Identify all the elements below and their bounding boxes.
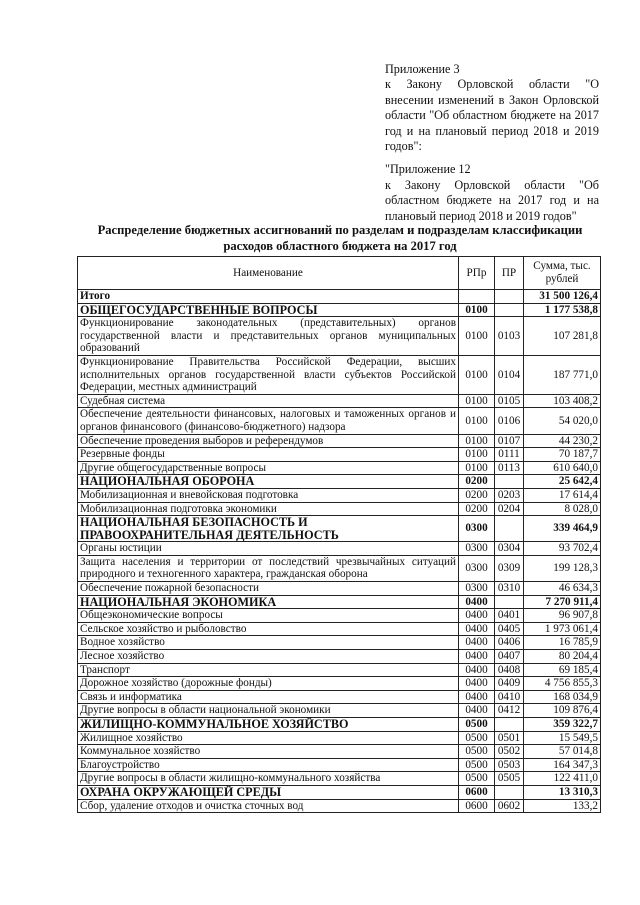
row-pr: 0407: [495, 650, 524, 664]
row-rpr: 0300: [459, 555, 495, 581]
row-pr: [495, 718, 524, 732]
row-pr: 0310: [495, 582, 524, 596]
row-name: Мобилизационная подготовка экономики: [78, 502, 459, 516]
row-name: Дорожное хозяйство (дорожные фонды): [78, 677, 459, 691]
row-rpr: 0100: [459, 408, 495, 434]
section-row: [78, 475, 601, 489]
row-name: Водное хозяйство: [78, 636, 459, 650]
table-row: [78, 704, 601, 718]
table-row: [78, 745, 601, 759]
table-row: [78, 394, 601, 408]
row-pr: 0408: [495, 663, 524, 677]
row-pr: [495, 303, 524, 317]
row-sum: 339 464,9: [524, 516, 601, 542]
section-row: [78, 303, 601, 317]
row-sum: 44 230,2: [524, 434, 601, 448]
row-sum: 70 187,7: [524, 448, 601, 462]
row-sum: 13 310,3: [524, 785, 601, 799]
section-row: [78, 785, 601, 799]
row-name: Сельское хозяйство и рыболовство: [78, 622, 459, 636]
appendix-line-1: Приложение 3: [385, 62, 460, 76]
row-pr: 0107: [495, 434, 524, 448]
row-name: Сбор, удаление отходов и очистка сточных вод: [78, 799, 459, 813]
row-sum: 109 876,4: [524, 704, 601, 718]
total-pr: [495, 290, 524, 304]
row-sum: 103 408,2: [524, 394, 601, 408]
header-sum: Сумма, тыс. рублей: [524, 257, 601, 290]
total-sum: 31 500 126,4: [524, 290, 601, 304]
row-pr: 0412: [495, 704, 524, 718]
header-pr: ПР: [495, 257, 524, 290]
row-pr: 0104: [495, 355, 524, 394]
budget-table: [77, 256, 601, 813]
total-rpr: [459, 290, 495, 304]
row-name: Функционирование законодательных (представительных) органов государственной власти и представительных органов муниципальных образований: [78, 317, 459, 356]
row-rpr: 0100: [459, 434, 495, 448]
row-pr: [495, 516, 524, 542]
row-rpr: 0100: [459, 317, 495, 356]
table-body: [78, 290, 601, 813]
row-sum: 17 614,4: [524, 488, 601, 502]
title-line-2: расходов областного бюджета на 2017 год: [223, 239, 457, 253]
header-rpr: РПр: [459, 257, 495, 290]
row-pr: 0502: [495, 745, 524, 759]
row-sum: 1 177 538,8: [524, 303, 601, 317]
row-sum: 8 028,0: [524, 502, 601, 516]
row-sum: 122 411,0: [524, 772, 601, 786]
table-row: [78, 650, 601, 664]
row-name: Защита населения и территории от последствий чрезвычайных ситуаций природного и техногенного характера, гражданская оборона: [78, 555, 459, 581]
row-name: Резервные фонды: [78, 448, 459, 462]
row-rpr: 0600: [459, 799, 495, 813]
row-rpr: 0400: [459, 650, 495, 664]
row-name: Органы юстиции: [78, 542, 459, 556]
row-rpr: 0400: [459, 677, 495, 691]
row-name: НАЦИОНАЛЬНАЯ ЭКОНОМИКА: [78, 595, 459, 609]
row-sum: 133,2: [524, 799, 601, 813]
row-pr: 0103: [495, 317, 524, 356]
row-rpr: 0400: [459, 704, 495, 718]
row-name: Судебная система: [78, 394, 459, 408]
total-row: [78, 290, 601, 304]
row-sum: 54 020,0: [524, 408, 601, 434]
row-rpr: 0400: [459, 690, 495, 704]
row-rpr: 0300: [459, 542, 495, 556]
row-rpr: 0400: [459, 609, 495, 623]
section-row: [78, 516, 601, 542]
row-rpr: 0100: [459, 461, 495, 475]
row-rpr: 0500: [459, 758, 495, 772]
appendix-line-2: к Закону Орловской области "О внесении изменений в Закон Орловской области "Об областном бюджете на 2017 год и на плановый период 2018 и 2019 годов":: [385, 77, 599, 154]
table-row: [78, 355, 601, 394]
row-sum: 96 907,8: [524, 609, 601, 623]
row-rpr: 0400: [459, 636, 495, 650]
row-name: Функционирование Правительства Российской Федерации, высших исполнительных органов государственной власти субъектов Российской Федерации, местных администраций: [78, 355, 459, 394]
section-row: [78, 595, 601, 609]
row-name: Коммунальное хозяйство: [78, 745, 459, 759]
row-rpr: 0100: [459, 355, 495, 394]
row-name: Другие общегосударственные вопросы: [78, 461, 459, 475]
table-header-row: [78, 257, 601, 290]
row-sum: 46 634,3: [524, 582, 601, 596]
row-rpr: 0100: [459, 394, 495, 408]
appendix-header: [385, 62, 599, 224]
row-sum: 69 185,4: [524, 663, 601, 677]
row-sum: 199 128,3: [524, 555, 601, 581]
table-row: [78, 408, 601, 434]
row-pr: 0309: [495, 555, 524, 581]
table-row: [78, 677, 601, 691]
appendix-line-3: "Приложение 12: [385, 162, 471, 177]
row-name: ОХРАНА ОКРУЖАЮЩЕЙ СРЕДЫ: [78, 785, 459, 799]
row-pr: 0410: [495, 690, 524, 704]
table-row: [78, 622, 601, 636]
row-pr: 0505: [495, 772, 524, 786]
row-sum: 168 034,9: [524, 690, 601, 704]
row-pr: 0409: [495, 677, 524, 691]
row-sum: 164 347,3: [524, 758, 601, 772]
row-sum: 1 973 061,4: [524, 622, 601, 636]
row-name: Обеспечение проведения выборов и референдумов: [78, 434, 459, 448]
row-pr: [495, 595, 524, 609]
row-pr: 0105: [495, 394, 524, 408]
row-pr: 0406: [495, 636, 524, 650]
row-name: НАЦИОНАЛЬНАЯ БЕЗОПАСНОСТЬ И ПРАВООХРАНИТЕЛЬНАЯ ДЕЯТЕЛЬНОСТЬ: [78, 516, 459, 542]
row-pr: 0405: [495, 622, 524, 636]
row-sum: 7 270 911,4: [524, 595, 601, 609]
total-label: Итого: [78, 290, 459, 304]
row-rpr: 0300: [459, 516, 495, 542]
row-pr: 0204: [495, 502, 524, 516]
row-rpr: 0600: [459, 785, 495, 799]
row-sum: 610 640,0: [524, 461, 601, 475]
table-row: [78, 434, 601, 448]
row-pr: 0113: [495, 461, 524, 475]
row-name: Другие вопросы в области жилищно-коммунального хозяйства: [78, 772, 459, 786]
row-name: Транспорт: [78, 663, 459, 677]
row-rpr: 0500: [459, 745, 495, 759]
row-sum: 80 204,4: [524, 650, 601, 664]
row-rpr: 0400: [459, 663, 495, 677]
row-pr: [495, 475, 524, 489]
table-row: [78, 690, 601, 704]
table-row: [78, 772, 601, 786]
row-pr: 0203: [495, 488, 524, 502]
row-sum: 107 281,8: [524, 317, 601, 356]
row-name: Другие вопросы в области национальной экономики: [78, 704, 459, 718]
table-row: [78, 636, 601, 650]
row-sum: 25 642,4: [524, 475, 601, 489]
row-rpr: 0300: [459, 582, 495, 596]
row-rpr: 0200: [459, 488, 495, 502]
row-name: Лесное хозяйство: [78, 650, 459, 664]
row-name: Обеспечение деятельности финансовых, налоговых и таможенных органов и органов финансового (финансово-бюджетного) надзора: [78, 408, 459, 434]
section-row: [78, 718, 601, 732]
table-row: [78, 663, 601, 677]
row-rpr: 0400: [459, 622, 495, 636]
row-sum: 187 771,0: [524, 355, 601, 394]
row-pr: 0111: [495, 448, 524, 462]
row-sum: 93 702,4: [524, 542, 601, 556]
row-name: Жилищное хозяйство: [78, 731, 459, 745]
row-sum: 359 322,7: [524, 718, 601, 732]
row-rpr: 0400: [459, 595, 495, 609]
table-row: [78, 758, 601, 772]
row-name: Обеспечение пожарной безопасности: [78, 582, 459, 596]
table-row: [78, 317, 601, 356]
row-pr: 0501: [495, 731, 524, 745]
header-name: Наименование: [78, 257, 459, 290]
row-name: Общеэкономические вопросы: [78, 609, 459, 623]
row-name: Мобилизационная и вневойсковая подготовка: [78, 488, 459, 502]
table-row: [78, 731, 601, 745]
table-row: [78, 488, 601, 502]
row-name: ЖИЛИЩНО-КОММУНАЛЬНОЕ ХОЗЯЙСТВО: [78, 718, 459, 732]
row-sum: 16 785,9: [524, 636, 601, 650]
row-pr: 0401: [495, 609, 524, 623]
document-title: [70, 222, 610, 254]
row-name: ОБЩЕГОСУДАРСТВЕННЫЕ ВОПРОСЫ: [78, 303, 459, 317]
table-row: [78, 582, 601, 596]
row-name: Связь и информатика: [78, 690, 459, 704]
row-sum: 57 014,8: [524, 745, 601, 759]
row-name: НАЦИОНАЛЬНАЯ ОБОРОНА: [78, 475, 459, 489]
row-pr: 0304: [495, 542, 524, 556]
row-pr: [495, 785, 524, 799]
row-rpr: 0500: [459, 772, 495, 786]
row-rpr: 0200: [459, 502, 495, 516]
table-row: [78, 448, 601, 462]
row-sum: 4 756 855,3: [524, 677, 601, 691]
row-rpr: 0100: [459, 448, 495, 462]
title-line-1: Распределение бюджетных ассигнований по разделам и подразделам классификации: [97, 223, 583, 237]
table-row: [78, 542, 601, 556]
row-sum: 15 549,5: [524, 731, 601, 745]
row-rpr: 0100: [459, 303, 495, 317]
appendix-line-4: к Закону Орловской области "Об областном бюджете на 2017 год и на плановый период 2018 и 2019 годов": [385, 177, 599, 223]
row-rpr: 0200: [459, 475, 495, 489]
row-rpr: 0500: [459, 718, 495, 732]
table-row: [78, 502, 601, 516]
row-pr: 0602: [495, 799, 524, 813]
row-name: Благоустройство: [78, 758, 459, 772]
table-row: [78, 461, 601, 475]
table-row: [78, 799, 601, 813]
row-rpr: 0500: [459, 731, 495, 745]
row-pr: 0503: [495, 758, 524, 772]
table-row: [78, 609, 601, 623]
row-pr: 0106: [495, 408, 524, 434]
table-row: [78, 555, 601, 581]
